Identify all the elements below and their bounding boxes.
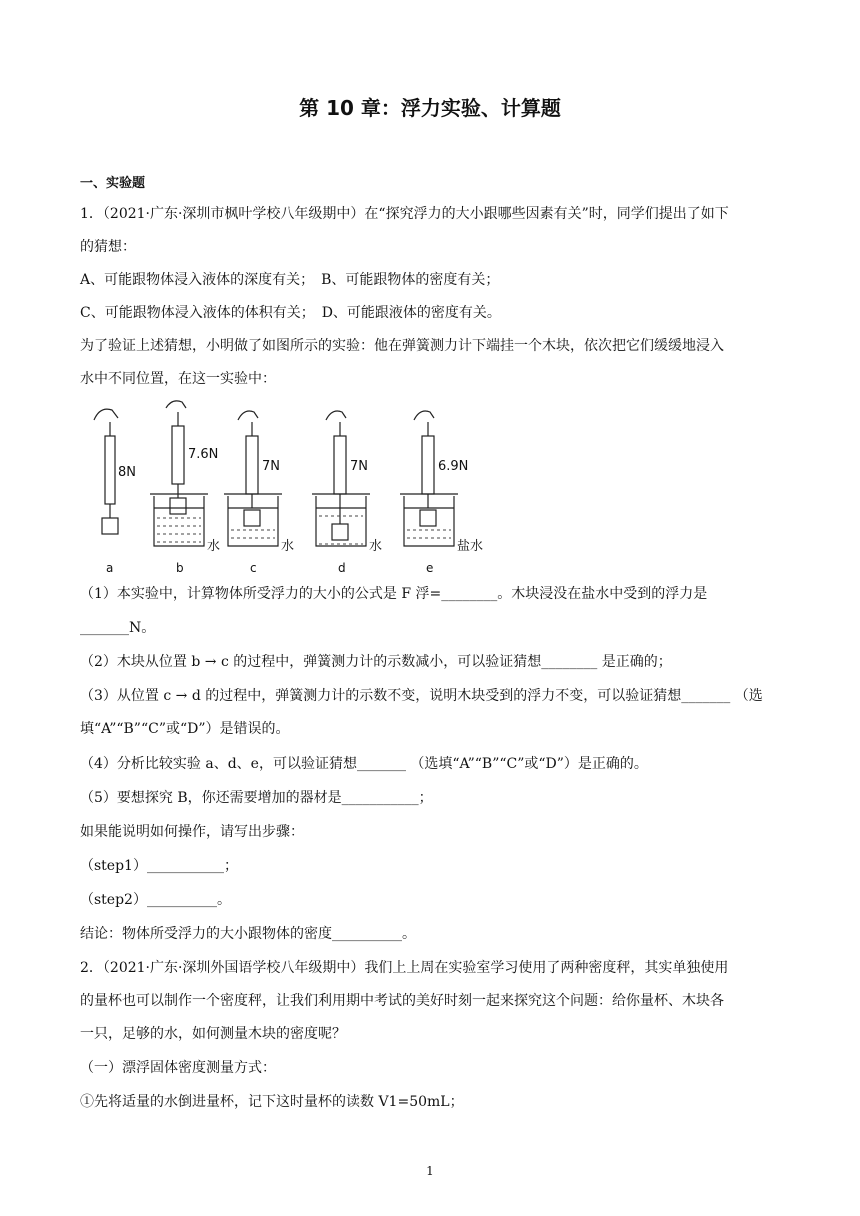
q1-line2: 的猜想： [80, 239, 136, 255]
q1-option-ab: A、可能跟物体浸入液体的深度有关； B、可能跟物体的密度有关； [80, 272, 500, 288]
setup-a [94, 409, 118, 534]
q2-line1: 2．（2021·广东·深圳外国语学校八年级期中）我们上上周在实验室学习使用了两种密度秤，其实单独使用 [80, 960, 729, 976]
label-d: d [338, 561, 346, 575]
reading-e: 6.9N [438, 459, 469, 474]
page-number: 1 [426, 1164, 434, 1178]
q1-part2: （2）木块从位置 b → c 的过程中，弹簧测力计的示数减小，可以验证猜想________ 是正确的； [80, 654, 672, 670]
q2-line4: （一）漂浮固体密度测量方式： [80, 1060, 276, 1076]
reading-d: 7N [350, 459, 368, 474]
liquid-b: 水 [207, 539, 221, 554]
page-title: 第 10 章：浮力实验、计算题 [299, 96, 561, 120]
label-e: e [426, 561, 434, 575]
setup-e [400, 411, 458, 546]
experiment-figure [80, 400, 500, 580]
q2-line3: 一只，足够的水，如何测量木块的密度呢？ [80, 1026, 346, 1042]
experiment-diagram [80, 400, 500, 580]
label-c: c [250, 561, 257, 575]
liquid-d: 水 [369, 539, 383, 554]
setup-d [312, 411, 370, 546]
q1-line1: 1．（2021·广东·深圳市枫叶学校八年级期中）在“探究浮力的大小跟哪些因素有关”时，同学们提出了如下 [80, 206, 729, 222]
q1-line6: 水中不同位置，在这一实验中： [80, 371, 276, 387]
setup-c [224, 411, 282, 546]
reading-a: 8N [118, 465, 136, 480]
liquid-c: 水 [281, 539, 295, 554]
q1-step1: （step1）___________； [80, 858, 238, 874]
reading-b: 7.6N [188, 447, 219, 462]
reading-c: 7N [262, 459, 280, 474]
q1-line5: 为了验证上述猜想，小明做了如图所示的实验：他在弹簧测力计下端挂一个木块，依次把它们缓缓地浸入 [80, 338, 724, 354]
label-b: b [176, 561, 184, 575]
q1-conclusion: 结论：物体所受浮力的大小跟物体的密度__________。 [80, 926, 416, 942]
q2-line5: ①先将适量的水倒进量杯，记下这时量杯的读数 V1=50mL； [80, 1094, 464, 1110]
setup-b [150, 401, 208, 546]
q2-line2: 的量杯也可以制作一个密度秤，让我们利用期中考试的美好时刻一起来探究这个问题：给你量杯、木块各 [80, 993, 724, 1009]
liquid-e: 盐水 [457, 539, 484, 554]
q1-step2: （step2）__________。 [80, 892, 231, 908]
section-heading: 一、实验题 [80, 176, 146, 191]
q1-part1-line1: （1）本实验中，计算物体所受浮力的大小的公式是 F 浮=________。木块浸没在盐水中受到的浮力是 [80, 586, 708, 602]
q1-option-cd: C、可能跟物体浸入液体的体积有关； D、可能跟液体的密度有关。 [80, 305, 501, 321]
q1-steps-prompt: 如果能说明如何操作，请写出步骤： [80, 824, 304, 840]
q1-part3-line2: 填“A”“B”“C”或“D”）是错误的。 [80, 721, 290, 737]
q1-part5: （5）要想探究 B，你还需要增加的器材是___________； [80, 790, 433, 806]
q1-part4: （4）分析比较实验 a、d、e，可以验证猜想_______ （选填“A”“B”“C”或“D”）是正确的。 [80, 756, 648, 772]
q1-part1-line2: _______N。 [80, 620, 156, 636]
q1-part3-line1: （3）从位置 c → d 的过程中，弹簧测力计的示数不变，说明木块受到的浮力不变，可以验证猜想_______ （选 [80, 688, 763, 704]
label-a: a [106, 561, 114, 575]
